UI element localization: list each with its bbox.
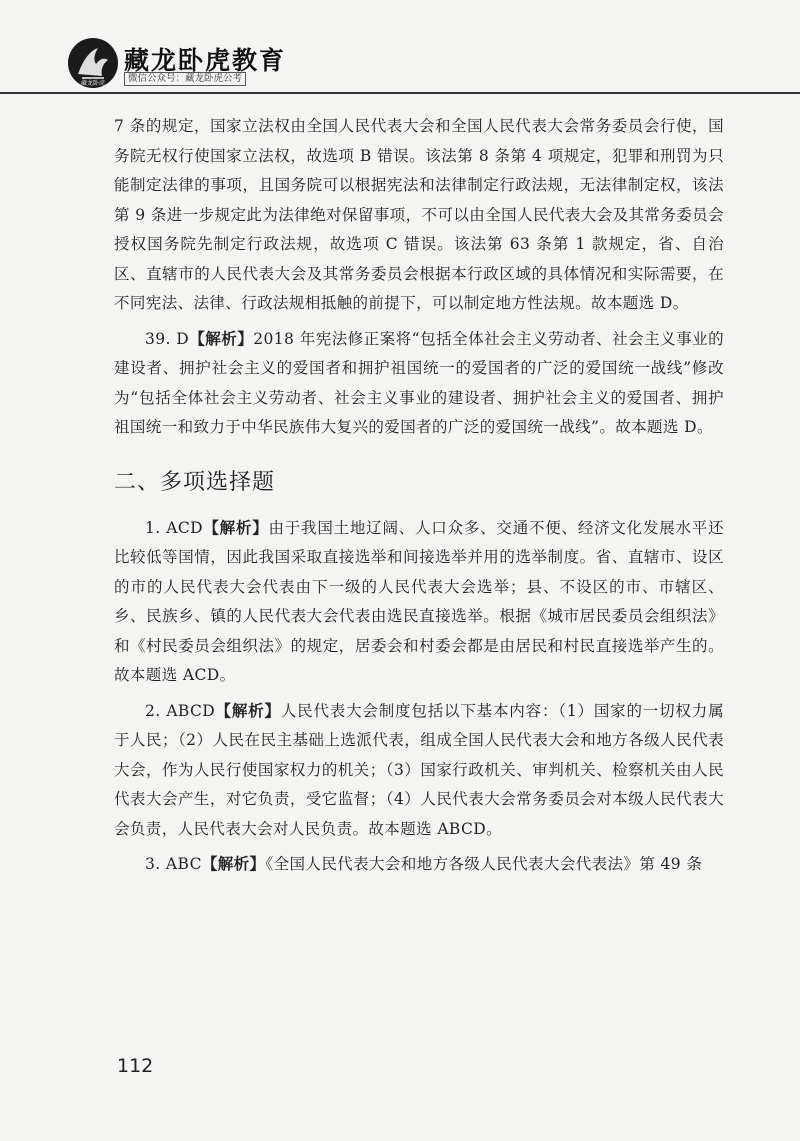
answer-item <box>114 697 724 845</box>
answer-prefix: 39. D <box>145 329 190 348</box>
answer-item <box>114 850 724 880</box>
paragraph-text: 7 条的规定，国家立法权由全国人民代表大会和全国人民代表大会常务委员会行使，国务院无权行使国家立法权，故选项 B 错误。该法第 8 条第 4 项规定，犯罪和刑罚为只能制定法律的事项，且国务院可以根据宪法和法律制定行政法规，无法律制定权，该法第 9 条进一步规定此为法律绝对保留事项，不可以由全国人民代表大会及其常务委员会授权国务院先制定行政法规，故选项 C 错误。该法第 63 条第 1 款规定，省、自治区、直辖市的人民代表大会及其常务委员会根据本行政区域的具体情况和实际需要，在不同宪法、法律、行政法规相抵触的前提下，可以制定地方性法规。故本题选 D。 <box>114 117 724 312</box>
document-body <box>114 112 724 886</box>
section-title: 二、多项选择题 <box>114 469 276 495</box>
answer-text: 由于我国土地辽阔、人口众多、交通不便、经济文化发展水平还比较低等国情，因此我国采取直接选举和间接选举并用的选举制度。省、直辖市、设区的市的人民代表大会代表由下一级的人民代表大会选举；县、不设区的市、市辖区、乡、民族乡、镇的人民代表大会代表由选民直接选举。根据《城市居民委员会组织法》和《村民委员会组织法》的规定，居委会和村委会都是由居民和村民直接选举产生的。故本题选 ACD。 <box>114 518 724 684</box>
analysis-tag: 【解析】 <box>201 855 266 873</box>
analysis-tag: 【解析】 <box>202 518 269 537</box>
page-number: 112 <box>117 1055 154 1077</box>
answer-prefix: 1. ACD <box>145 518 203 537</box>
paragraph-continuation <box>114 112 724 319</box>
answer-text: 人民代表大会制度包括以下基本内容：（1）国家的一切权力属于人民；（2）人民在民主基础上选派代表，组成全国人民代表大会和地方各级人民代表大会，作为人民行使国家权力的机关；（3）国家行政机关、审判机关、检察机关由人民代表大会产生，对它负责，受它监督；（4）人民代表大会常务委员会对本级人民代表大会负责，人民代表大会对人民负责。故本题选 ABCD。 <box>114 701 724 838</box>
logo-icon <box>68 38 118 88</box>
answer-text: 《全国人民代表大会和地方各级人民代表大会代表法》第 49 条 <box>265 855 703 873</box>
brand-title: 藏龙卧虎教育 <box>124 46 287 75</box>
answer-item <box>114 514 724 691</box>
brand-subtitle: 微信公众号：藏龙卧虎公考 <box>124 72 246 86</box>
header-divider <box>0 92 800 94</box>
logo-text: 藏龙卧虎 <box>80 80 106 87</box>
answer-item <box>114 325 724 443</box>
answer-prefix: 3. ABC <box>145 855 202 873</box>
analysis-tag: 【解析】 <box>215 701 281 720</box>
answer-text: 2018 年宪法修正案将“包括全体社会主义劳动者、社会主义事业的建设者、拥护社会主义的爱国者和拥护祖国统一的爱国者的广泛的爱国统一战线”修改为“包括全体社会主义劳动者、社会主义事业的建设者、拥护社会主义的爱国者、拥护祖国统一和致力于中华民族伟大复兴的爱国者的广泛的爱国统一战线”。故本题选 D。 <box>114 329 724 436</box>
analysis-tag: 【解析】 <box>189 329 254 348</box>
answer-prefix: 2. ABCD <box>145 701 216 720</box>
page-header <box>0 0 800 92</box>
